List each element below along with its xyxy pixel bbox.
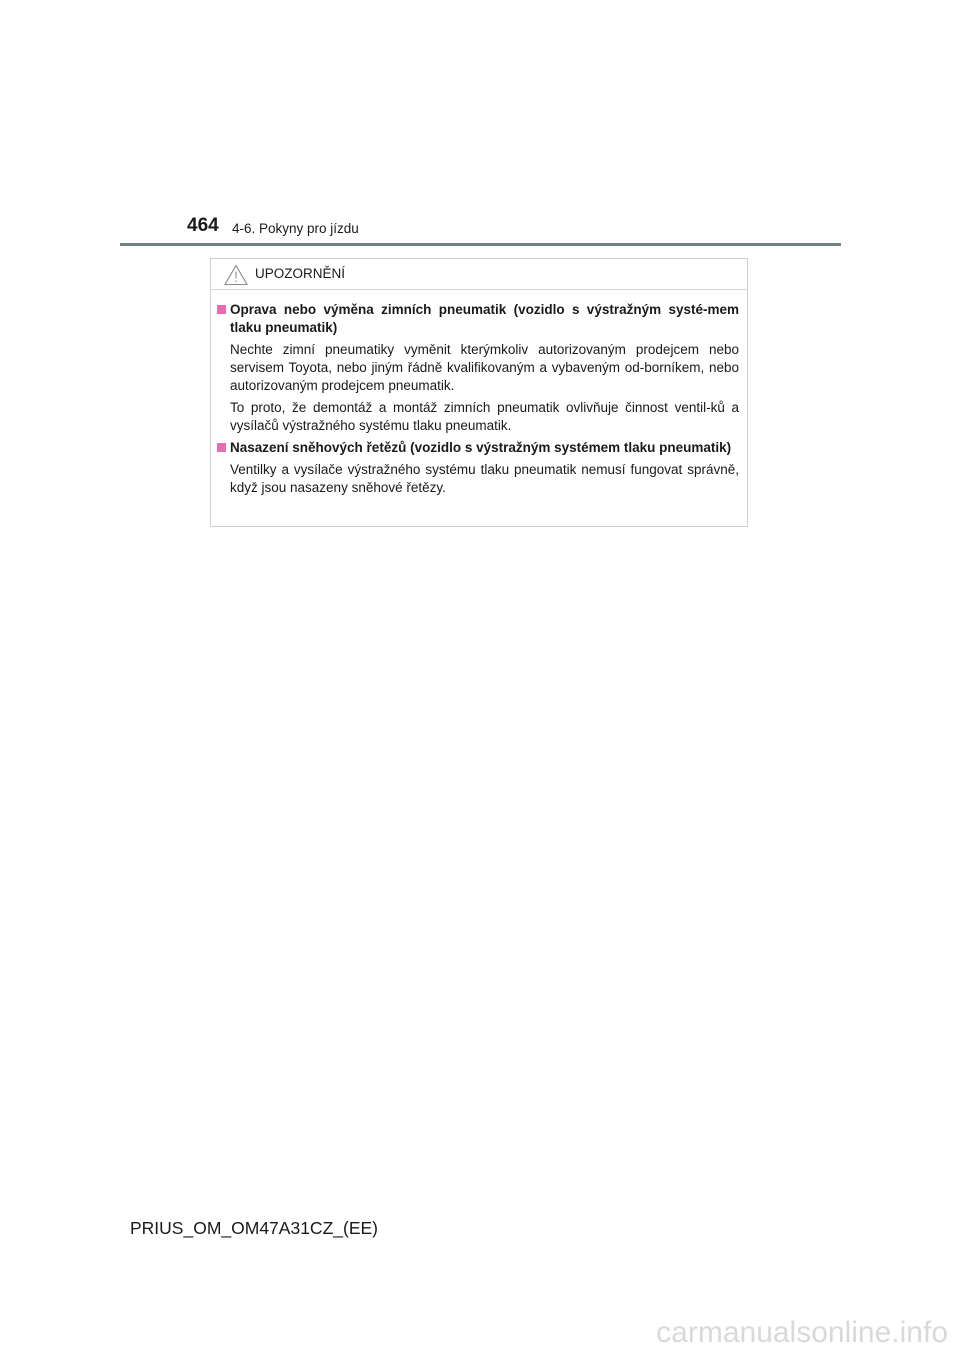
warning-item-heading-text: Nasazení sněhových řetězů (vozidlo s výstražným systémem tlaku pneumatik) xyxy=(230,440,732,455)
document-code: PRIUS_OM_OM47A31CZ_(EE) xyxy=(130,1218,378,1238)
warning-item xyxy=(217,301,739,435)
warning-box xyxy=(210,258,748,527)
watermark: carmanualsonline.info xyxy=(656,1316,948,1349)
page-number: 464 xyxy=(187,215,219,236)
warning-paragraph: Ventilky a vysílače výstražného systému tlaku pneumatik nemusí fungovat správně, když jsou nasazeny sněhové řetězy. xyxy=(230,462,739,495)
warning-paragraph: Nechte zimní pneumatiky vyměnit kterýmkoliv autorizovaným prodejcem nebo servisem Toyota, nebo jiným řádně kvalifikovaným a vybaveným od-borníkem, nebo autorizovaným prodejcem pneumatik. xyxy=(230,342,739,393)
bullet-square-icon xyxy=(217,305,226,314)
warning-item-heading-text: Oprava nebo výměna zimních pneumatik (vozidlo s výstražným systé-mem tlaku pneumatik) xyxy=(230,302,739,335)
warning-item-heading xyxy=(217,301,739,337)
warning-body xyxy=(211,290,747,497)
warning-triangle-icon xyxy=(224,264,248,286)
warning-title: UPOZORNĚNÍ xyxy=(255,266,346,281)
header-divider xyxy=(120,243,841,246)
warning-header xyxy=(211,259,747,290)
section-title: 4-6. Pokyny pro jízdu xyxy=(232,221,359,236)
warning-paragraph: To proto, že demontáž a montáž zimních pneumatik ovlivňuje činnost ventil-ků a vysílačů výstražného systému tlaku pneumatik. xyxy=(230,400,739,433)
warning-item-heading xyxy=(217,439,739,457)
warning-item xyxy=(217,439,739,497)
bullet-square-icon xyxy=(217,443,226,452)
